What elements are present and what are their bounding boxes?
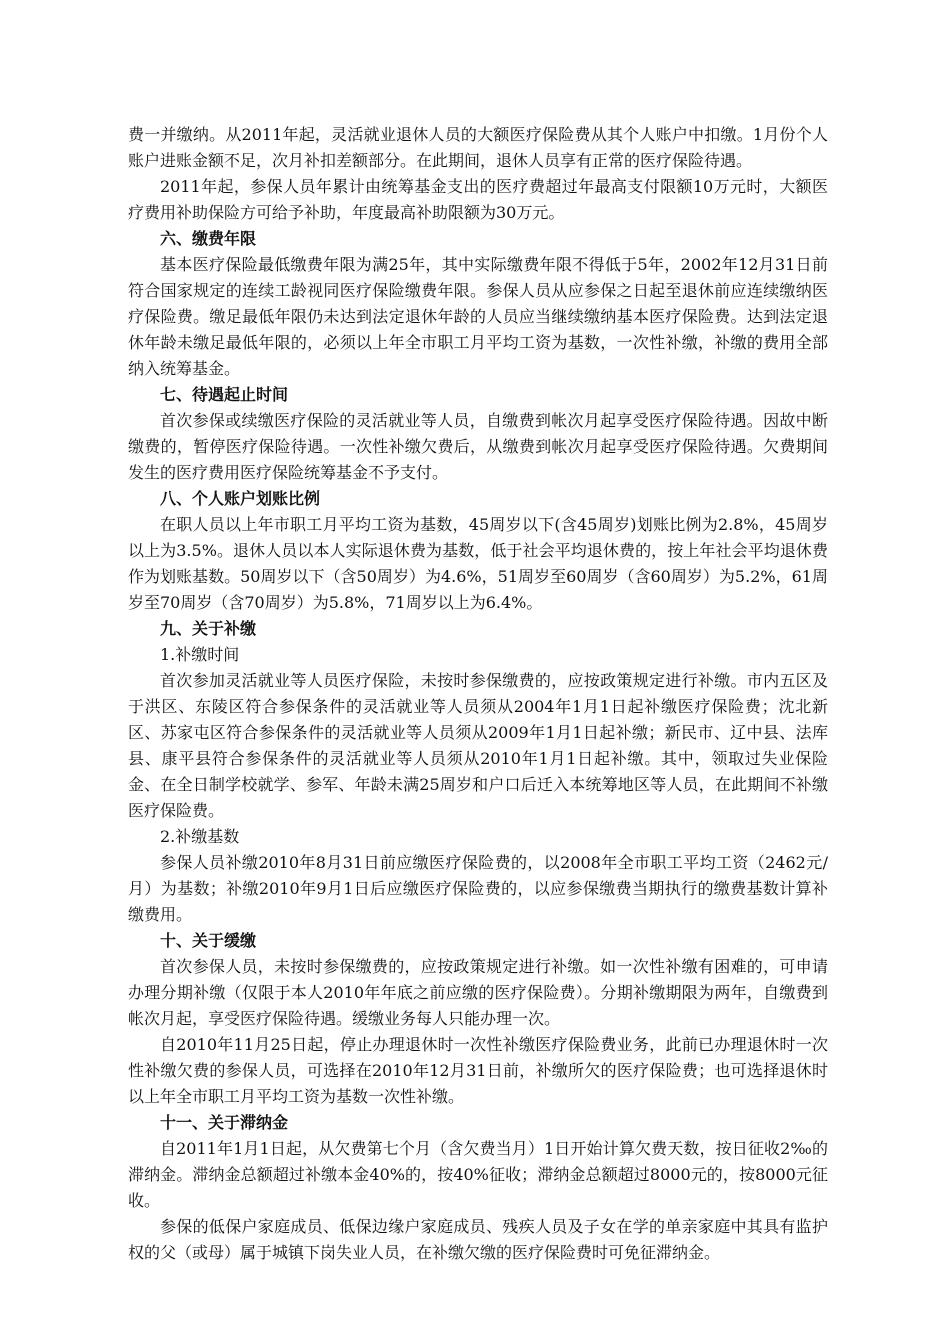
paragraph: 2011年起，参保人员年累计由统筹基金支出的医疗费超过年最高支付限额10万元时，大额医疗费用补助保险方可给予补助，年度最高补助限额为30万元。 [128, 177, 828, 222]
paragraph: 基本医疗保险最低缴费年限为满25年，其中实际缴费年限不得低于5年，2002年12月31日前符合国家规定的连续工龄视同医疗保险缴费年限。参保人员从应参保之日起至退休前应连续缴纳医疗保险费。缴足最低年限仍未达到法定退休年龄的人员应当继续缴纳基本医疗保险费。达到法定退休年龄未缴足最低年限的，必须以上年全市职工月平均工资为基数，一次性补缴，补缴的费用全部纳入统筹基金。 [128, 255, 828, 378]
paragraph: 首次参加灵活就业等人员医疗保险，未按时参保缴费的，应按政策规定进行补缴。市内五区及于洪区、东陵区符合参保条件的灵活就业等人员须从2004年1月1日起补缴医疗保险费；沈北新区、苏家屯区符合参保条件的灵活就业等人员须从2009年1月1日起补缴；新民市、辽中县、法库县、康平县符合参保条件的灵活就业等人员须从2010年1月1日起补缴。其中，领取过失业保险金、在全日制学校就学、参军、年龄未满25周岁和户口后迁入本统筹地区等人员，在此期间不补缴医疗保险费。 [128, 671, 828, 820]
section-heading: 八、个人账户划账比例 [160, 489, 321, 508]
section-heading: 六、缴费年限 [160, 229, 257, 248]
paragraph: 首次参保或续缴医疗保险的灵活就业等人员，自缴费到帐次月起享受医疗保险待遇。因故中断缴费的，暂停医疗保险待遇。一次性补缴欠费后，从缴费到帐次月起享受医疗保险待遇。欠费期间发生的医疗费用医疗保险统筹基金不予支付。 [128, 411, 828, 482]
section-heading: 七、待遇起止时间 [160, 385, 289, 404]
section-heading: 十、关于缓缴 [160, 931, 257, 950]
paragraph: 自2010年11月25日起，停止办理退休时一次性补缴医疗保险费业务，此前已办理退休时一次性补缴欠费的参保人员，可选择在2010年12月31日前，补缴所欠的医疗保险费；也可选择退休时以上年全市职工月平均工资为基数一次性补缴。 [128, 1035, 828, 1106]
section-heading: 九、关于补缴 [160, 619, 257, 638]
paragraph: 自2011年1月1日起，从欠费第七个月（含欠费当月）1日开始计算欠费天数，按日征收2‰的滞纳金。滞纳金总额超过补缴本金40%的，按40%征收；滞纳金总额超过8000元的，按8000元征收。 [128, 1139, 828, 1210]
paragraph: 费一并缴纳。从2011年起，灵活就业退休人员的大额医疗保险费从其个人账户中扣缴。1月份个人账户进账金额不足，次月补扣差额部分。在此期间，退休人员享有正常的医疗保险待遇。 [128, 125, 828, 170]
paragraph: 参保的低保户家庭成员、低保边缘户家庭成员、残疾人员及子女在学的单亲家庭中其具有监护权的父（或母）属于城镇下岗失业人员，在补缴欠缴的医疗保险费时可免征滞纳金。 [128, 1217, 828, 1262]
subsection-heading: 1.补缴时间 [160, 645, 240, 664]
paragraph: 首次参保人员，未按时参保缴费的，应按政策规定进行补缴。如一次性补缴有困难的，可申请办理分期补缴（仅限于本人2010年年底之前应缴的医疗保险费）。分期补缴期限为两年，自缴费到帐次月起，享受医疗保险待遇。缓缴业务每人只能办理一次。 [128, 957, 828, 1028]
document-body [128, 122, 828, 1266]
paragraph: 参保人员补缴2010年8月31日前应缴医疗保险费的，以2008年全市职工平均工资（2462元/月）为基数；补缴2010年9月1日后应缴医疗保险费的，以应参保缴费当期执行的缴费基数计算补缴费用。 [128, 853, 828, 924]
paragraph: 在职人员以上年市职工月平均工资为基数，45周岁以下(含45周岁)划账比例为2.8%，45周岁以上为3.5%。退休人员以本人实际退休费为基数，低于社会平均退休费的，按上年社会平均退休费作为划账基数。50周岁以下（含50周岁）为4.6%，51周岁至60周岁（含60周岁）为5.2%，61周岁至70周岁（含70周岁）为5.8%，71周岁以上为6.4%。 [128, 515, 828, 612]
section-heading: 十一、关于滞纳金 [160, 1113, 289, 1132]
subsection-heading: 2.补缴基数 [160, 827, 240, 846]
